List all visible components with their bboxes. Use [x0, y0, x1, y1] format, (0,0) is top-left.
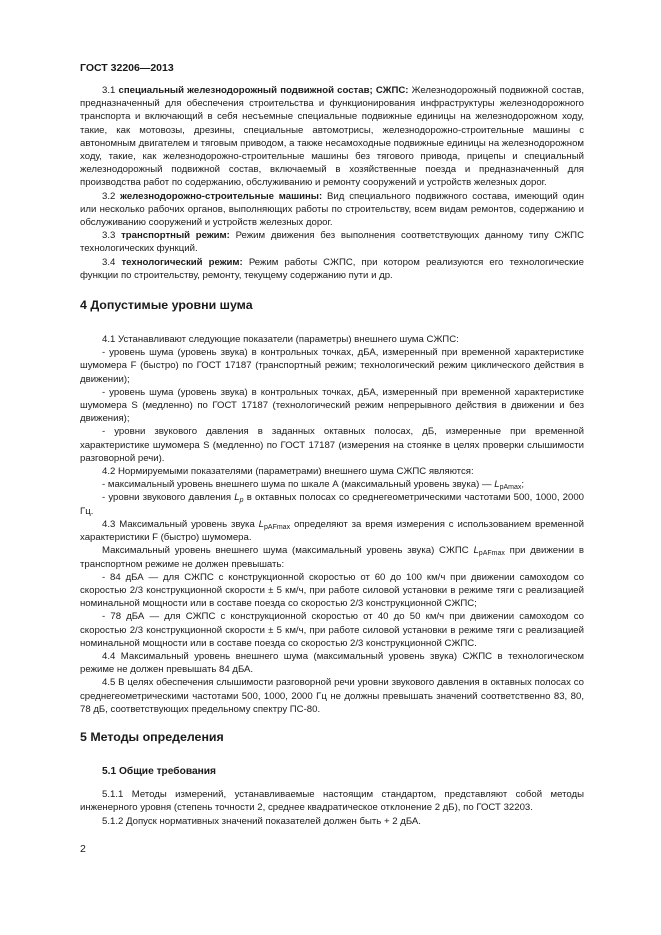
page-number: 2: [80, 843, 86, 855]
definition-3-3: 3.3 транспортный режим: Режим движения без выполнения соответствующих данному типу СЖПС технологических функций.: [80, 230, 584, 255]
document-body: [80, 84, 584, 828]
definition-3-2: 3.2 железнодорожно-строительные машины: Вид специального подвижного состава, имеющий один или несколько рабочих органов, выполняющих работы по строительству, всем видам ремонтов, содержанию и обслуживанию сооружений и устройств железных дорог.: [80, 190, 585, 229]
list-item: - 84 дБА — для СЖПС с конструкционной скоростью от 60 до 100 км/ч при движении самоходом со скоростью 2/3 конструкционной скорости ± 5 км/ч, при работе силовой установки в режиме тяги с реализацией номинальной мощности или в составе поезда со скоростью 2/3 конструкционной СЖПС;: [80, 571, 584, 610]
term: специальный железнодорожный подвижной состав; СЖПС:: [118, 85, 409, 96]
paragraph-5-1-2: 5.1.2 Допуск нормативных значений показателей должен быть + 2 дБА.: [102, 815, 421, 827]
paragraph-max-level: Максимальный уровень внешнего шума (максимальный уровень звука) СЖПС $L_{pAFmax}$ при движении в транспортном режиме не должен превышать:: [80, 545, 584, 570]
subsection-5-1-heading: 5.1 Общие требования: [102, 765, 216, 777]
list-item: - уровень шума (уровень звука) в контрольных точках, дБА, измеренный при временной характеристике шумомера S (медленно) по ГОСТ 17187 (технологический режим непрерывного действия в движении и без движения);: [80, 386, 584, 425]
paragraph-4-4: 4.4 Максимальный уровень внешнего шума (максимальный уровень звука) СЖПС в технологическом режиме не должен превышать 84 дБА.: [80, 650, 584, 676]
list-item: - максимальный уровень внешнего шума по шкале А (максимальный уровень звука) — $L_{pAmax}$;: [102, 479, 525, 492]
paragraph-4-2: 4.2 Нормируемыми показателями (параметрами) внешнего шума СЖПС являются:: [102, 466, 474, 478]
list-item: - уровни звукового давления $L_p$ в октавных полосах со среднегеометрическими частотами 500, 1000, 2000 Гц.: [80, 492, 585, 517]
paragraph-4-5: 4.5 В целях обеспечения слышимости разговорной речи уровни звукового давления в октавных полосах со среднегеометрическими частотами 500, 1000, 2000 Гц не должны превышать значений соответственно 83, 80, 78 дБ, соответствующих предельному спектру ПС-80.: [80, 677, 584, 715]
document-header: ГОСТ 32206—2013: [80, 62, 174, 74]
term: транспортный режим:: [121, 230, 230, 242]
list-item: - уровень шума (уровень звука) в контрольных точках, дБА, измеренный при временной характеристике шумомера F (быстро) по ГОСТ 17187 (транспортный режим; технологический режим циклического действия в движении);: [80, 347, 584, 385]
list-item: - 78 дБА — для СЖПС с конструкционной скоростью от 40 до 50 км/ч при движении самоходом со скоростью 2/3 конструкционной скорости ± 5 км/ч, при работе силовой установки в режиме тяги с реализацией номинальной мощности или в составе поезда со скоростью 2/3 конструкционной СЖПС.: [80, 611, 584, 649]
term: железнодорожно-строительные машины:: [120, 190, 323, 202]
definition-3-4: 3.4 технологический режим: Режим работы СЖПС, при котором реализуются его технологические функции по строительству, ремонту, текущему содержанию пути и др.: [80, 256, 584, 281]
section-5-heading: 5 Методы определения: [80, 729, 224, 744]
section-4-heading: 4 Допустимые уровни шума: [80, 298, 253, 313]
definition-3-1: 3.1 специальный железнодорожный подвижной состав; СЖПС: Железнодорожный подвижной состав, предназначенный для обеспечения строительства и функционирования инфраструктуры железнодорожного транспорта и включающий в себя несъемные специальные подвижные единицы на железнодорожном ходу, такие, как мотовозы, дрезины, специальные автомотрисы, железнодорожно-строительные машины с автономным двигателем и тяговым приводом, а также несамоходные подвижные единицы на железнодорожном ходу, такие, как железнодорожно-строительные машины без тягового привода, прицепы и специальный железнодорожный подвижной состав, включаемый в хозяйственные поезда и предназначенный для производства работ по содержанию, обслуживанию и ремонту сооружений и устройств железных дорог.: [80, 85, 585, 189]
term: технологический режим:: [121, 256, 243, 268]
paragraph-5-1-1: 5.1.1 Методы измерений, устанавливаемые настоящим стандартом, представляют собой методы инженерного уровня (степень точности 2, среднее квадратическое отклонение 2 дБ), по ГОСТ 32203.: [80, 789, 584, 814]
list-item: - уровни звукового давления в заданных октавных полосах, дБ, измеренные при временной характеристике шумомера S (медленно) по ГОСТ 17187 (измерения на стоянке в целях проверки слышимости разговорной речи).: [80, 426, 584, 464]
paragraph-4-3: 4.3 Максимальный уровень звука $L_{pAFmax}$ определяют за время измерения с использованием временной характеристики F (быстро) шумомера.: [80, 518, 584, 544]
paragraph-4-1: 4.1 Устанавливают следующие показатели (параметры) внешнего шума СЖПС:: [102, 334, 459, 346]
